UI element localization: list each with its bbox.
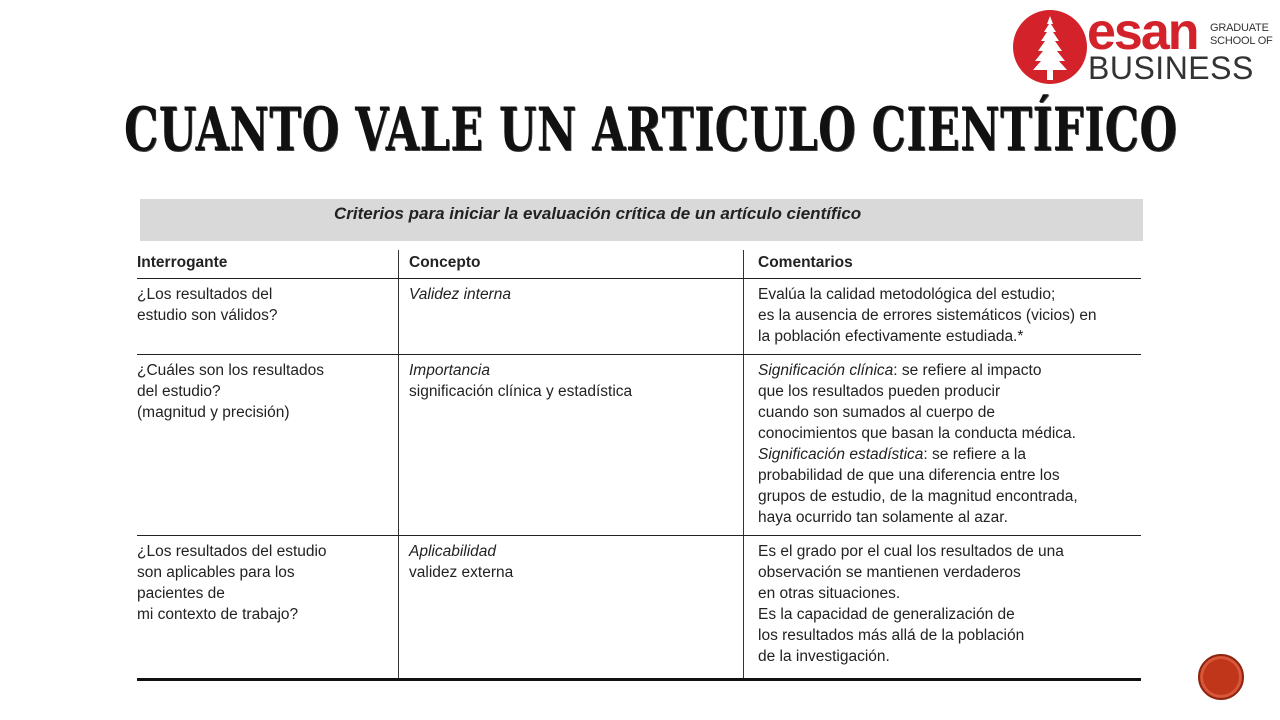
concepto-cell: Validez interna: [398, 279, 743, 354]
logo-tagline: GRADUATE SCHOOL OF: [1210, 22, 1273, 47]
comentarios-cell: Significación clínica: se refiere al impacto que los resultados pueden producir cuando son sumados al cuerpo de conocimientos que basan la conducta médica. Significación estadística: se refiere a la probabilidad de que una diferencia entre los grupos de estudio, de la magnitud encontrada, haya ocurrido tan solamente al azar.: [743, 355, 1141, 535]
header-concepto: Concepto: [398, 250, 743, 278]
comentarios-cell: Es el grado por el cual los resultados de una observación se mantienen verdaderos en otras situaciones. Es la capacidad de generalización de los resultados más allá de la población de la investigación.: [743, 536, 1141, 678]
table-row: [137, 536, 1141, 681]
header-comentarios: Comentarios: [743, 250, 1141, 278]
table-header-row: [137, 250, 1141, 279]
header-interrogante: Interrogante: [137, 254, 228, 271]
concepto-cell: Importancia significación clínica y estadística: [398, 355, 743, 535]
interrogante-cell: ¿Los resultados del estudio son aplicables para los pacientes de mi contexto de trabajo?: [137, 543, 327, 623]
table-row: [137, 279, 1141, 355]
concepto-cell: Aplicabilidad validez externa: [398, 536, 743, 678]
interrogante-cell: ¿Los resultados del estudio son válidos?: [137, 286, 278, 324]
table-caption: Criterios para iniciar la evaluación crítica de un artículo científico: [140, 199, 1143, 241]
criteria-table: [137, 250, 1141, 681]
table-row: [137, 355, 1141, 536]
slide-title: CUANTO VALE UN ARTICULO CIENTÍFICO: [124, 95, 1178, 165]
next-slide-icon[interactable]: [1198, 654, 1244, 700]
tree-seal-icon: [1012, 8, 1088, 86]
comentarios-cell: Evalúa la calidad metodológica del estudio; es la ausencia de errores sistemáticos (vicios) en la población efectivamente estudiada.*: [743, 279, 1141, 354]
esan-logo: [1012, 3, 1273, 88]
interrogante-cell: ¿Cuáles son los resultados del estudio? (magnitud y precisión): [137, 362, 324, 421]
logo-business-text: BUSINESS: [1088, 50, 1254, 86]
logo-brand-text: esan: [1087, 3, 1198, 61]
